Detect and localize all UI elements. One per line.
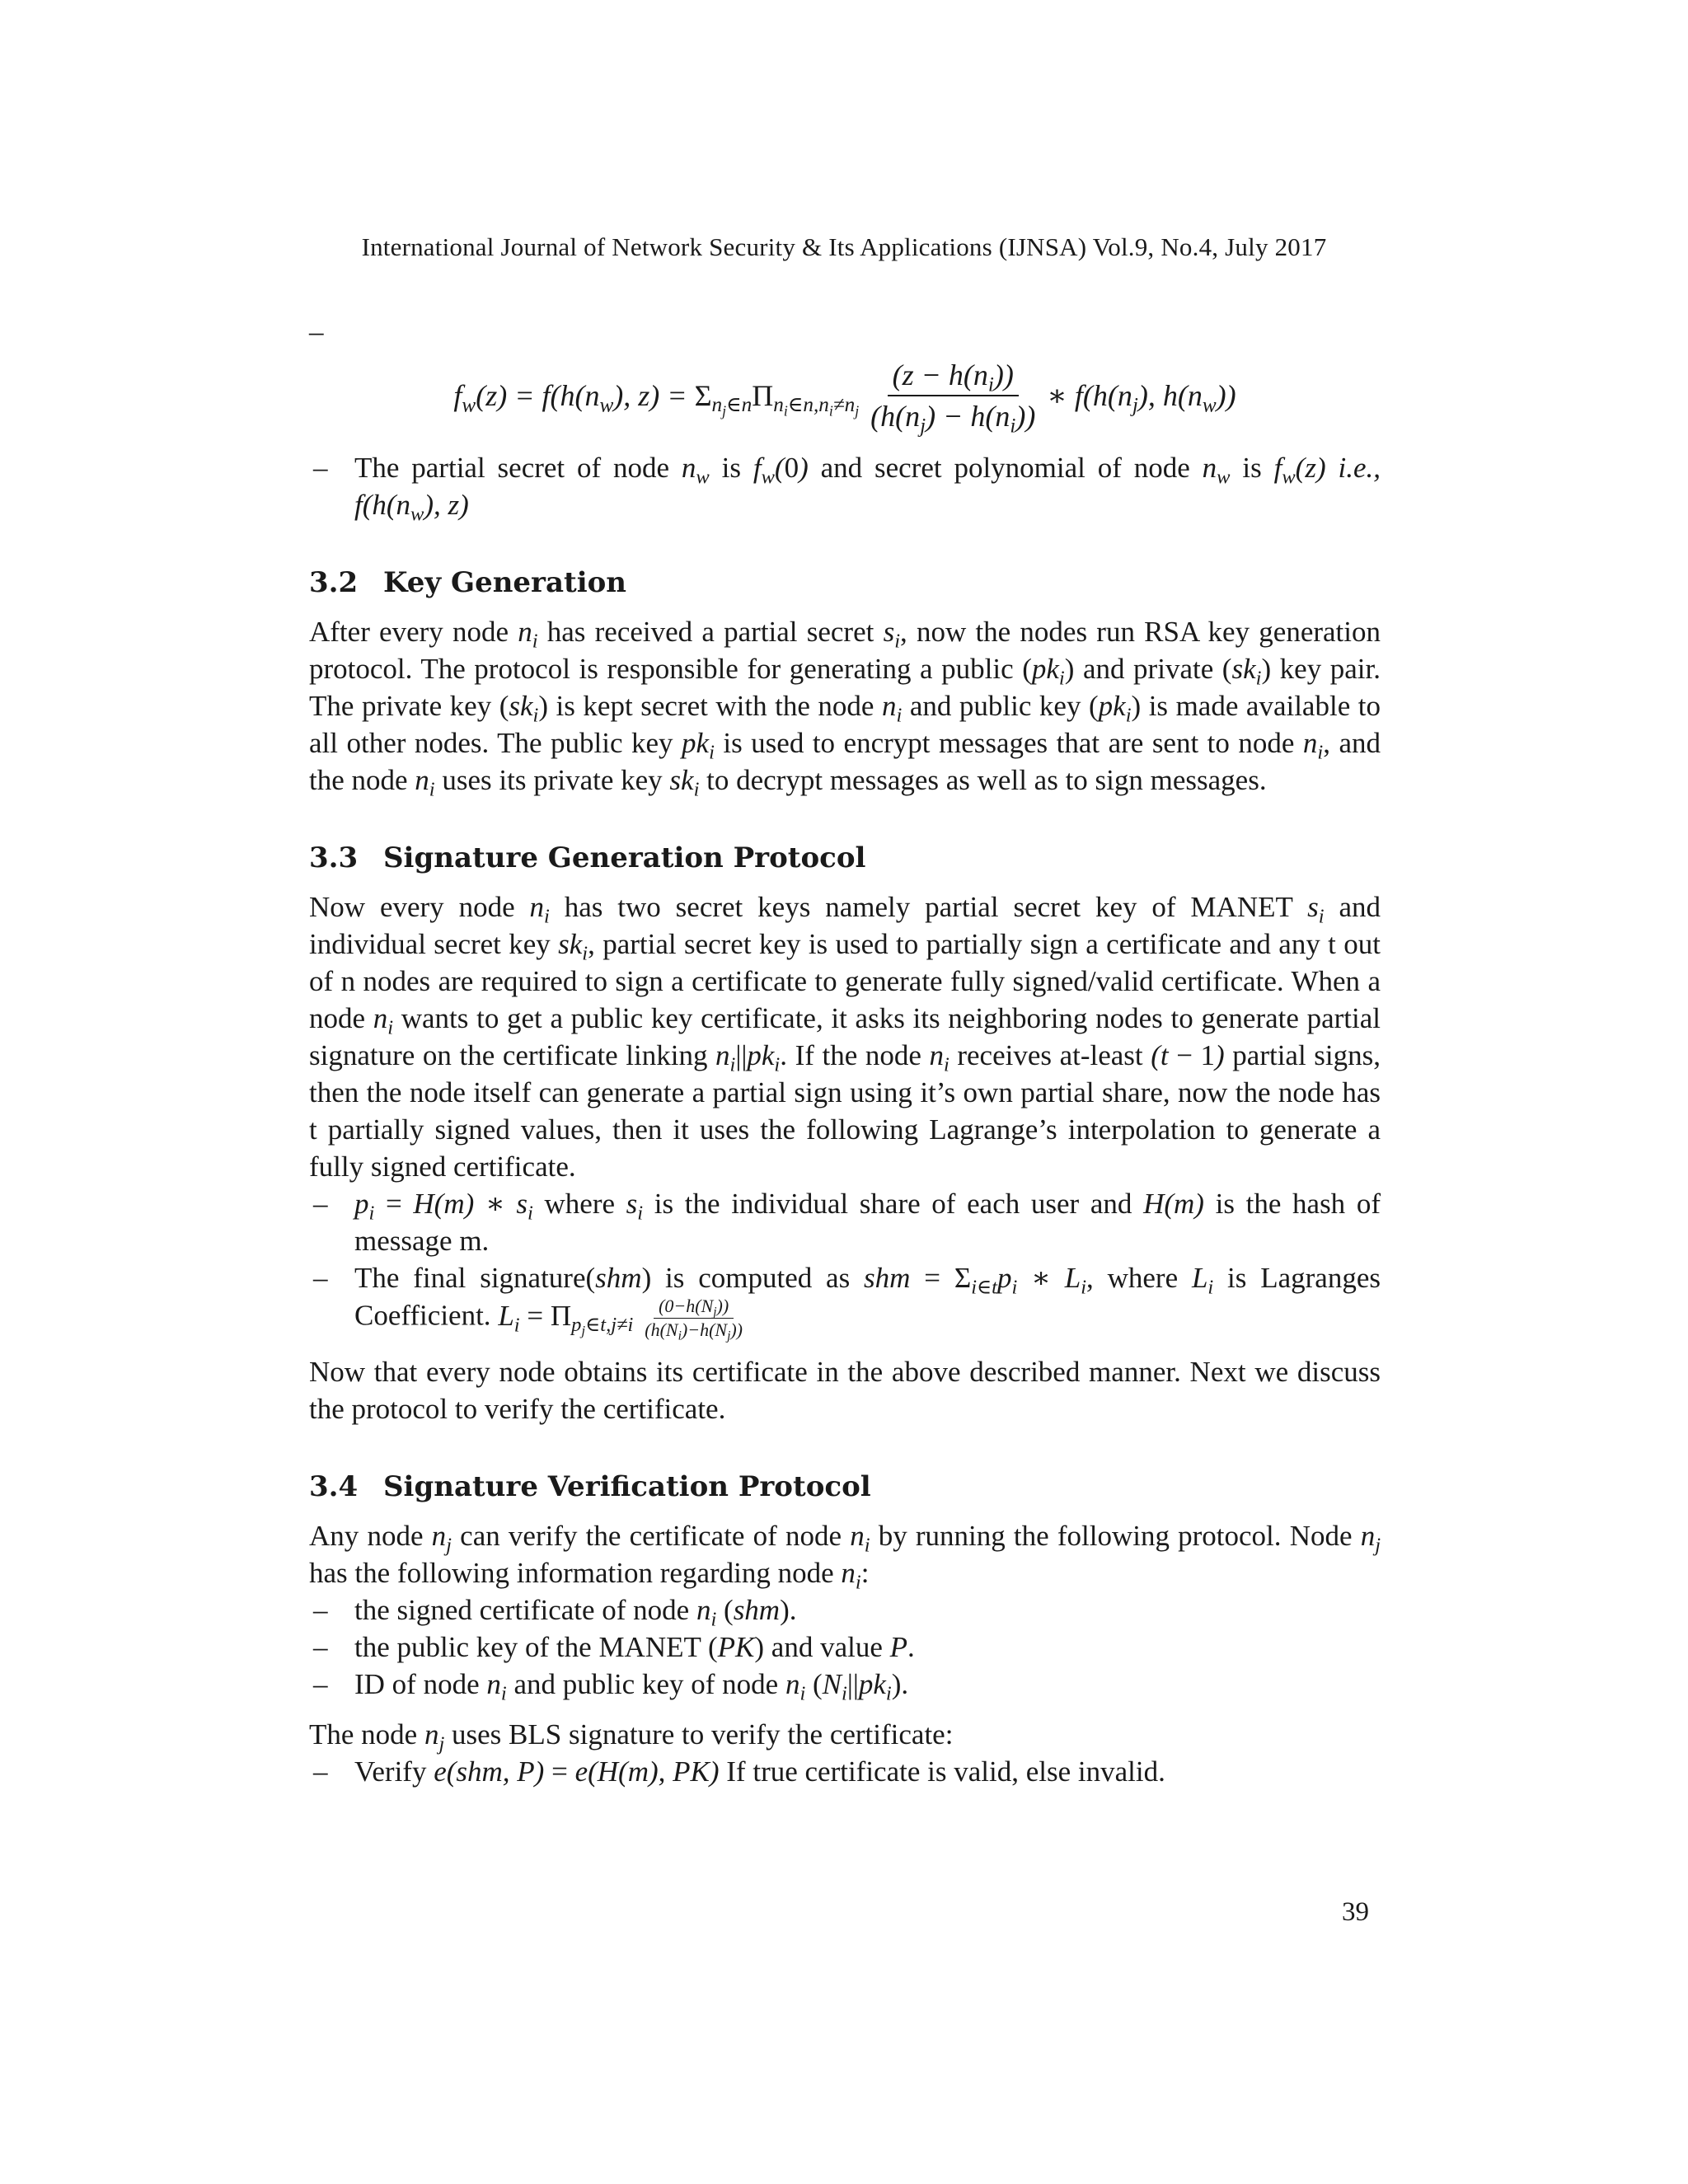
section-3-2-heading xyxy=(309,565,1381,602)
info-bullet-node-id: – ID of node $n_i$ and public key of node $n_i$ $(N_i||pk_i)$. xyxy=(309,1666,1381,1703)
running-header: International Journal of Network Security & Its Applications (IJNSA) Vol.9, No.4, July 2017 xyxy=(361,232,1327,261)
equation-denominator: $(h(n_j) - h(n_i))$ xyxy=(870,400,1036,438)
info-bullet-public-key: – the public key of the MANET (PK) and value P. xyxy=(309,1629,1381,1666)
final-signature-bullet: – The final signature(shm) is computed as shm = $\Sigma_{i\in t}p_i$ ∗ $L_i$, where $L_i$ is Lagranges Coefficient. $L_i = \Pi_{p_j\in t,j\ne i}$ $\frac{(0-h(N_j))}{(h(N_i)-h(N_j))}$ xyxy=(309,1259,1381,1340)
verify-bullet: – Verify e(shm, P) = e(H(m), PK) If true certificate is valid, else invalid. xyxy=(309,1753,1381,1790)
page-body xyxy=(309,313,1381,1790)
section-3-3-heading xyxy=(309,840,1381,877)
page-number: 39 xyxy=(1342,1897,1369,1927)
verification-paragraph: Any node $n_j$ can verify the certificate of node $n_i$ by running the following protocol. Node $n_j$ has the following information regarding node $n_i$: xyxy=(309,1520,1381,1594)
equation-lhs: $f_w(z) = f(h(n_w)$, $z) = \Sigma_{n_j\in n}\Pi_{n_i\in n,n_i\ne n_j}$ xyxy=(453,378,860,419)
closing-paragraph: Now that every node obtains its certificate in the above described manner. Next we discuss the protocol to verify the certificate. xyxy=(309,1356,1381,1425)
section-number: 3.4 xyxy=(309,1470,359,1503)
lagrange-fraction: $\frac{(0-h(N_j))}{(h(N_i)-h(N_j))}$ xyxy=(645,1296,743,1343)
info-bullet-signed-certificate: – the signed certificate of node $n_i$ (shm). xyxy=(309,1591,1381,1629)
signature-generation-paragraph: Now every node $n_i$ has two secret keys namely partial secret key of MANET $s_i$ and individual secret key $sk_i$, partial secret key is used to partially sign a certificate and any t out of n nodes are required to sign a certificate to generate fully signed/valid certificate. When a node $n_i$ wants to get a public key certificate, it asks its neighboring nodes to generate partial signature on the certificate linking $n_i||pk_i$. If the node $n_i$ receives at-least (t − 1) partial signs, then the node itself can generate a partial sign using it’s own partial share, now the node has t partially signed values, then it uses the following Lagrange’s interpolation to generate a fully signed certificate. xyxy=(309,891,1381,1183)
equation-numerator: $(z - h(n_i))$ xyxy=(888,357,1019,396)
verify-bullet-list xyxy=(309,1753,1381,1790)
section-title: Key Generation xyxy=(383,566,627,599)
section-title: Signature Generation Protocol xyxy=(383,841,866,874)
verify-intro: The node $n_j$ uses BLS signature to verify the certificate: xyxy=(309,1718,954,1755)
equation-fraction xyxy=(865,357,1040,438)
section-title: Signature Verification Protocol xyxy=(383,1470,871,1503)
section-3-4-heading xyxy=(309,1469,1381,1506)
partial-sign-bullet: – $p_i = H(m)$ ∗ $s_i$ where $s_i$ is the individual share of each user and H(m) is the hash of message m. xyxy=(309,1185,1381,1259)
key-generation-paragraph: After every node $n_i$ has received a partial secret $s_i$, now the nodes run RSA key generation protocol. The protocol is responsible for generating a public $(pk_i)$ and private $(sk_i)$ key pair. The private key $(sk_i)$ is kept secret with the node $n_i$ and public key $(pk_i)$ is made available to all other nodes. The public key $pk_i$ is used to encrypt messages that are sent to node $n_i$, and the node $n_i$ uses its private key $sk_i$ to decrypt messages as well as to sign messages. xyxy=(309,616,1381,801)
equation-rhs: ∗ $f(h(n_j)$, $h(n_w)$) xyxy=(1047,378,1236,417)
info-bullet-list xyxy=(309,1591,1381,1703)
section-number: 3.3 xyxy=(309,841,359,874)
section-number: 3.2 xyxy=(309,566,359,599)
signature-bullet-list xyxy=(309,1185,1381,1343)
interpolation-equation xyxy=(309,350,1381,441)
intro-bullet-list xyxy=(309,449,1381,526)
dash-marker: – xyxy=(309,316,324,348)
partial-secret-bullet: – The partial secret of node $n_w$ is $f_w(0)$ and secret polynomial of node $n_w$ is $f_w(z)$ i.e., $f(h(n_w)$, z) xyxy=(309,449,1381,523)
